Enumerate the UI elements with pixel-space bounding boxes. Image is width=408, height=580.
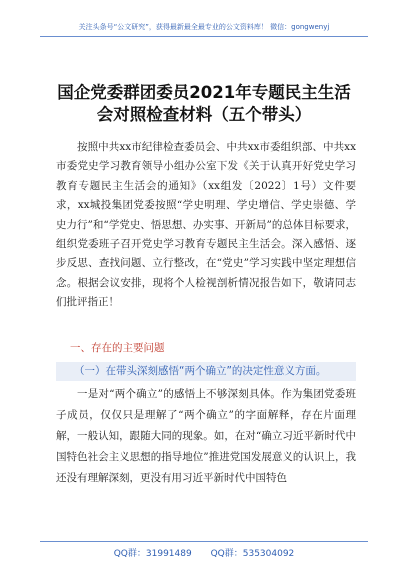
body-paragraph: 一是对“两个确立”的感悟上不够深刻具体。作为集团党委班子成员，仅仅只是理解了“两个确立”的字面解释，存在片面理解，一般认知，跟随大同的现象。如，在对“确立习近平新时代中国特色社会主义思想的指导地位”推进党国发展意义的认识上，我还没有理解深刻，更没有用习近平新时代中国特色 — [56, 388, 356, 484]
page-header: 关注头条号“公文研究”，获得最新最全最专业的公文资料库！ 微信：gongwenyj — [78, 23, 330, 31]
header-divider — [40, 36, 368, 37]
footer-qq-group-1: QQ群：31991489 — [113, 549, 192, 559]
footer-qq-group-2: QQ群：535304092 — [210, 549, 295, 559]
main-body — [56, 384, 356, 489]
page-footer — [40, 546, 368, 559]
footer-divider — [40, 541, 368, 542]
intro-paragraph: 按照中共xx市纪律检查委员会、中共xx市委组织部、中共xx市委党史学习教育领导小组办公室下发《关于认真开好党史学习教育专题民主生活会的通知》（xx组发〔2022〕1号）文件要求，xx城投集团党委按照“学史明理、学史增信、学史崇德、学史力行”和“学党史、悟思想、办实事、开新局”的总体目标要求，组织党委班子召开党史学习教育专题民主生活会。深入感悟、逐步反思、查找问题、立行整改，在“党史”学习实践中坚定理想信念。根据会议安排，现将个人检视剖析情况报告如下，敬请同志们批评指正！ — [56, 141, 356, 309]
document-title: 国企党委群团委员2021年专题民主生活会对照检查材料（五个带头） — [57, 83, 351, 124]
section-heading: 一、存在的主要问题 — [70, 342, 165, 354]
subsection-heading: （一）在带头深刻感悟“两个确立”的决定性意义方面。 — [56, 362, 356, 381]
intro-body — [56, 138, 356, 313]
